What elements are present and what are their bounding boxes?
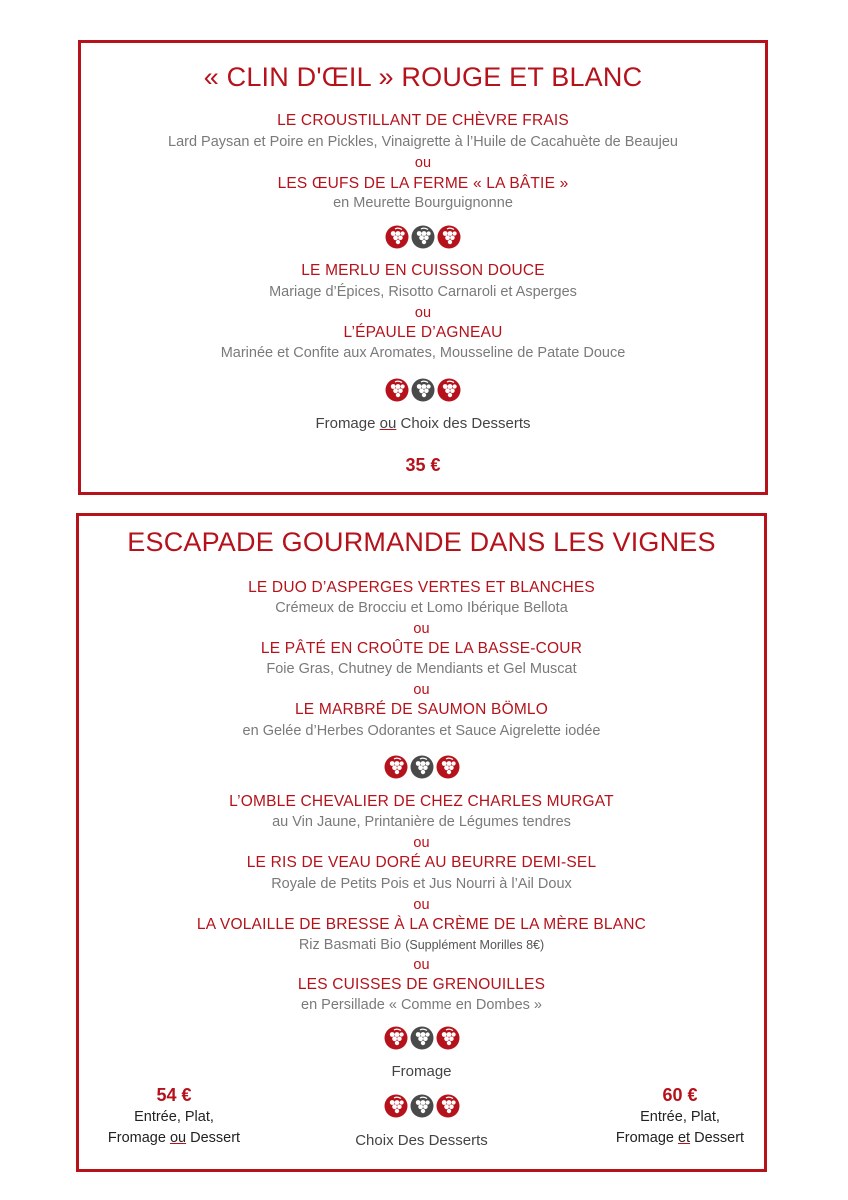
dish-name: LE RIS DE VEAU DORÉ AU BEURRE DEMI-SEL — [246, 854, 597, 871]
dish-name: LES ŒUFS DE LA FERME « LA BÂTIE » — [277, 175, 569, 192]
supplement-note: (Supplément Morilles 8€) — [405, 938, 545, 952]
dish-description: Marinée et Confite aux Aromates, Mousseline de Patate Douce — [220, 345, 626, 361]
grape-separator-icon — [81, 223, 765, 251]
offer-54 — [89, 1083, 259, 1149]
menu-price: 35 € — [405, 455, 441, 475]
ou-connector: ou — [413, 682, 430, 698]
dish-name: LE DUO D’ASPERGES VERTES ET BLANCHES — [248, 579, 595, 596]
offer-line: Entrée, Plat, — [640, 1109, 720, 1125]
dish-description: en Meurette Bourguignonne — [333, 195, 513, 211]
ou-connector: ou — [413, 897, 430, 913]
grape-separator-icon — [79, 1024, 764, 1052]
dish-description: Foie Gras, Chutney de Mendiants et Gel Muscat — [266, 661, 577, 677]
offer-price: 54 € — [156, 1085, 192, 1105]
desserts-course: Choix Des Desserts — [355, 1132, 488, 1149]
offer-line: Fromage et Dessert — [615, 1130, 745, 1146]
dish-name: LE PÂTÉ EN CROÛTE DE LA BASSE-COUR — [260, 640, 583, 657]
dish-description: Mariage d’Épices, Risotto Carnaroli et Asperges — [269, 284, 577, 300]
ou-connector: ou — [414, 305, 432, 321]
offer-line: Entrée, Plat, — [134, 1109, 214, 1125]
dish-name: LE CROUSTILLANT DE CHÈVRE FRAIS — [277, 112, 569, 129]
offer-60 — [595, 1083, 765, 1149]
ou-connector: ou — [413, 621, 430, 637]
dish-name: L’OMBLE CHEVALIER DE CHEZ CHARLES MURGAT — [229, 793, 614, 810]
offer-line: Fromage ou Dessert — [107, 1130, 241, 1146]
menu-title: ESCAPADE GOURMANDE DANS LES VIGNES — [127, 527, 716, 557]
dish-name: LES CUISSES DE GRENOUILLES — [297, 976, 546, 993]
dish-description: Riz Basmati Bio (Supplément Morilles 8€) — [298, 937, 545, 953]
cheese-course: Fromage — [391, 1063, 452, 1080]
dish-description: Royale de Petits Pois et Jus Nourri à l’Ail Doux — [271, 876, 572, 892]
menu-clin-doeil — [78, 40, 768, 495]
menu-title: « CLIN D'ŒIL » ROUGE ET BLANC — [203, 62, 643, 92]
cheese-or-desserts: Fromage ou Choix des Desserts — [315, 415, 531, 432]
dish-name: L’ÉPAULE D’AGNEAU — [343, 324, 503, 341]
ou-connector: ou — [413, 835, 430, 851]
dish-description: au Vin Jaune, Printanière de Légumes tendres — [272, 814, 571, 830]
grape-separator-icon — [79, 753, 764, 781]
ou-connector: ou — [414, 155, 432, 171]
grape-separator-icon — [81, 376, 765, 404]
dish-name: LE MARBRÉ DE SAUMON BÖMLO — [294, 701, 549, 718]
menu-escapade-gourmande — [76, 513, 767, 1172]
ou-connector: ou — [413, 957, 430, 973]
dish-description: en Gelée d’Herbes Odorantes et Sauce Aigrelette iodée — [242, 723, 601, 739]
dish-name: LE MERLU EN CUISSON DOUCE — [301, 262, 545, 279]
dish-description: en Persillade « Comme en Dombes » — [301, 997, 542, 1013]
dish-description: Lard Paysan et Poire en Pickles, Vinaigrette à l’Huile de Cacahuète de Beaujeu — [168, 134, 678, 150]
dish-name: LA VOLAILLE DE BRESSE À LA CRÈME DE LA MÈRE BLANC — [196, 916, 647, 933]
offer-price: 60 € — [662, 1085, 698, 1105]
dish-description: Crémeux de Brocciu et Lomo Ibérique Bellota — [275, 600, 568, 616]
